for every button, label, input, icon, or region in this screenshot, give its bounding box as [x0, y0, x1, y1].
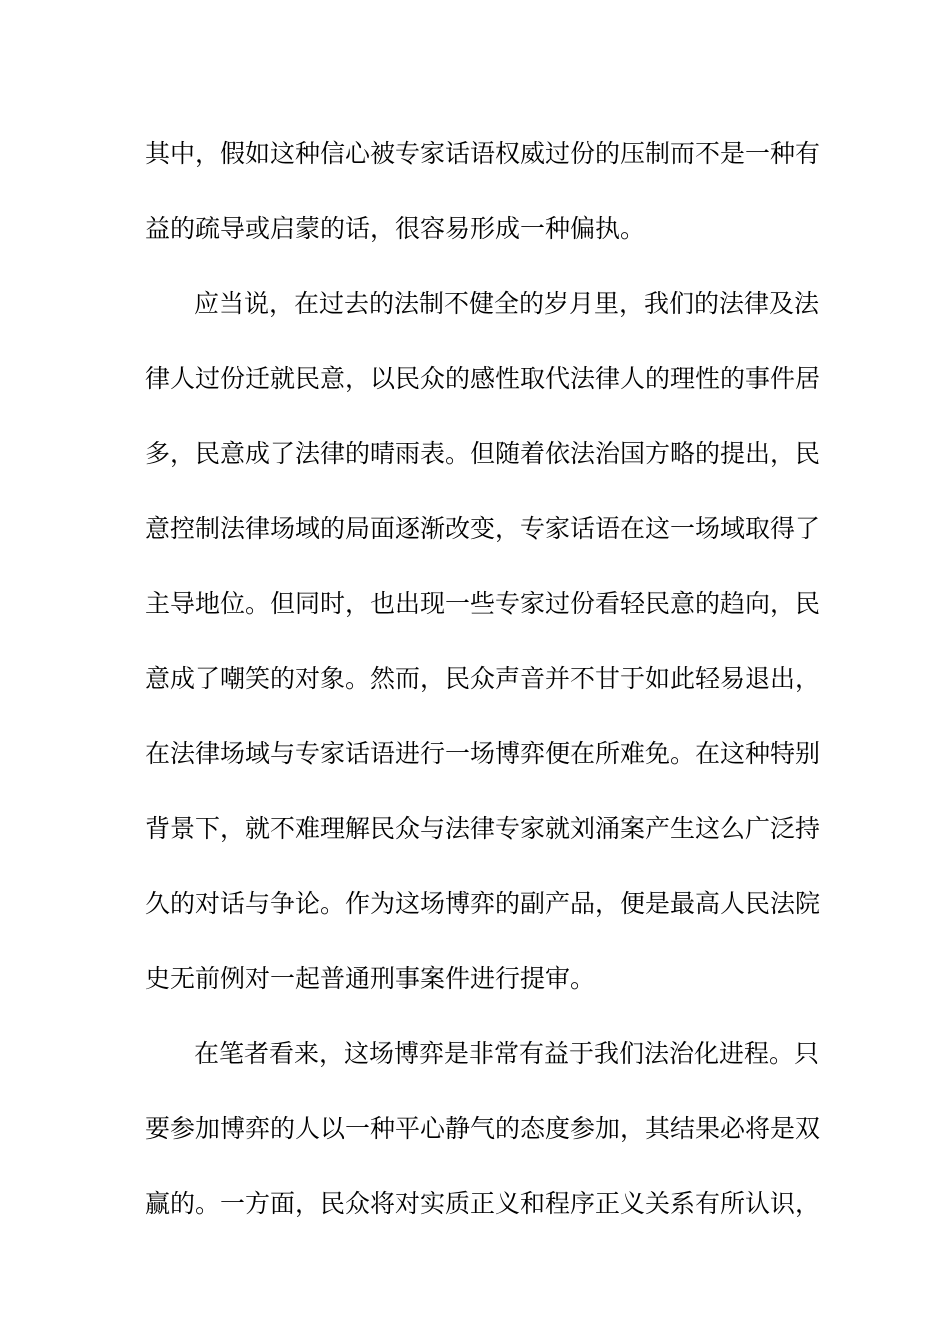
text-line: 在笔者看来，这场博弈是非常有益于我们法治化进程。只 [194, 1039, 820, 1068]
text-line: 多，民意成了法律的晴雨表。但随着依法治国方略的提出，民 [145, 439, 821, 468]
text-line: 要参加博弈的人以一种平心静气的态度参加，其结果必将是双 [145, 1114, 821, 1143]
text-line: 背景下，就不难理解民众与法律专家就刘涌案产生这么广泛持 [145, 814, 821, 843]
text-line: 赢的。一方面，民众将对实质正义和程序正义关系有所认识， [145, 1189, 821, 1218]
text-line: 意成了嘲笑的对象。然而，民众声音并不甘于如此轻易退出， [145, 664, 821, 693]
text-line: 应当说，在过去的法制不健全的岁月里，我们的法律及法 [194, 289, 820, 318]
text-line: 史无前例对一起普通刑事案件进行提审。 [145, 964, 596, 993]
text-line: 久的对话与争论。作为这场博弈的副产品，便是最高人民法院 [145, 889, 821, 918]
text-line: 其中，假如这种信心被专家话语权威过份的压制而不是一种有 [145, 139, 821, 168]
text-line: 主导地位。但同时，也出现一些专家过份看轻民意的趋向，民 [145, 589, 821, 618]
text-line: 律人过份迁就民意，以民众的感性取代法律人的理性的事件居 [145, 364, 821, 393]
text-line: 在法律场域与专家话语进行一场博弈便在所难免。在这种特别 [145, 739, 821, 768]
text-line: 益的疏导或启蒙的话，很容易形成一种偏执。 [145, 214, 646, 243]
text-line: 意控制法律场域的局面逐渐改变，专家话语在这一场域取得了 [145, 514, 821, 543]
